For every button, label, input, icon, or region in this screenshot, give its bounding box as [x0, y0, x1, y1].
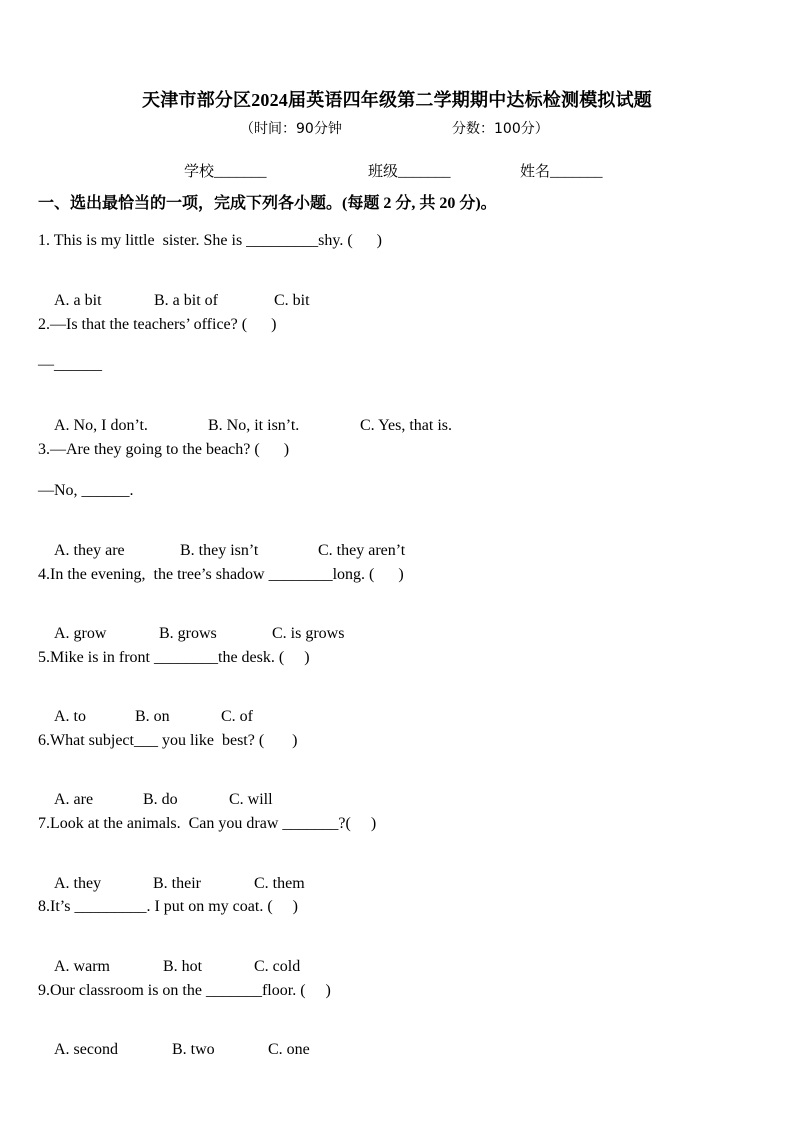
question-9: 9.Our classroom is on the _______floor. ( )	[38, 982, 331, 999]
option-b: B. their	[153, 875, 201, 892]
option-b: B. No, it isn’t.	[208, 417, 300, 434]
option-c: C. Yes, that is.	[360, 417, 453, 434]
option-c: C. will	[229, 791, 273, 808]
page-title: 天津市部分区2024届英语四年级第二学期期中达标检测模拟试题	[142, 90, 652, 110]
question-1: 1. This is my little sister. She is _________shy. ( )	[38, 232, 383, 249]
question-6: 6.What subject___ you like best? ( )	[38, 732, 298, 749]
question-2: 2.—Is that the teachers’ office? ( )	[38, 316, 277, 333]
option-b: B. on	[135, 708, 170, 725]
question-4: 4.In the evening, the tree’s shadow ________long. ( )	[38, 566, 404, 583]
option-a: A. grow	[54, 625, 107, 642]
class-field: 班级_______	[368, 164, 451, 180]
option-c: C. is grows	[272, 625, 345, 642]
option-c: C. cold	[254, 958, 301, 975]
time-label: （时间：90分钟	[240, 121, 342, 137]
question-7: 7.Look at the animals. Can you draw _______?( )	[38, 815, 377, 832]
option-b: B. a bit of	[154, 292, 218, 309]
question-8: 8.It’s _________. I put on my coat. ( )	[38, 898, 298, 915]
option-a: A. they	[54, 875, 102, 892]
option-a: A. are	[54, 791, 94, 808]
option-b: B. two	[172, 1041, 215, 1058]
name-field: 姓名_______	[520, 164, 603, 180]
question-3-answer-line: —No, ______.	[38, 482, 134, 499]
question-5: 5.Mike is in front ________the desk. ( )	[38, 649, 310, 666]
option-c: C. of	[221, 708, 253, 725]
option-a: A. a bit	[54, 292, 102, 309]
option-a: A. No, I don’t.	[54, 417, 148, 434]
option-c: C. one	[268, 1041, 310, 1058]
question-3: 3.—Are they going to the beach? ( )	[38, 441, 290, 458]
option-a: A. to	[54, 708, 86, 725]
option-b: B. grows	[159, 625, 217, 642]
options-9	[38, 1023, 310, 1077]
option-b: B. hot	[163, 958, 203, 975]
option-b: B. do	[143, 791, 178, 808]
option-b: B. they isn’t	[180, 542, 259, 559]
option-a: A. second	[54, 1041, 118, 1058]
option-a: A. warm	[54, 958, 110, 975]
school-field: 学校_______	[184, 164, 267, 180]
question-2-answer-line: —______	[38, 356, 102, 373]
score-label: 分数：100分）	[452, 121, 549, 137]
option-c: C. them	[254, 875, 305, 892]
section-heading: 一、选出最恰当的一项，完成下列各小题。(每题 2 分, 共 20 分)。	[38, 195, 497, 212]
option-c: C. bit	[274, 292, 310, 309]
option-c: C. they aren’t	[318, 542, 406, 559]
option-a: A. they are	[54, 542, 125, 559]
